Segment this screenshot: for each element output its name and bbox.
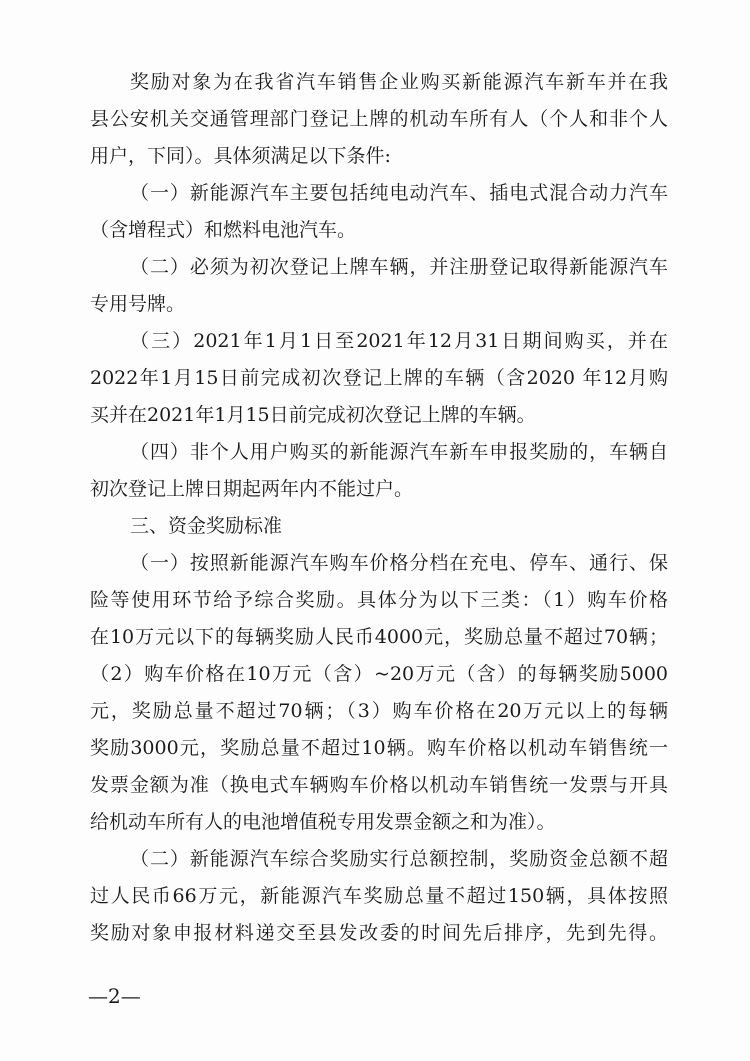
- paragraph-line: 奖励对象为在我省汽车销售企业购买新能源汽车新车并在我: [130, 71, 668, 93]
- paragraph-line: （三）2021年1月1日至2021年12月31日期间购买，并在: [130, 330, 668, 352]
- paragraph-line: 元，奖励总量不超过70辆；（3）购车价格在20万元以上的每辆: [90, 700, 668, 722]
- paragraph-line: 买并在2021年1月15日前完成初次登记上牌的车辆。: [90, 404, 536, 426]
- paragraph-line: （2）购车价格在10万元（含）~20万元（含）的每辆奖励5000: [90, 663, 668, 685]
- paragraph-line: （二）新能源汽车综合奖励实行总额控制，奖励资金总额不超: [130, 848, 668, 870]
- paragraph-line: （二）必须为初次登记上牌车辆，并注册登记取得新能源汽车: [130, 256, 668, 278]
- paragraph-line: 2022年1月15日前完成初次登记上牌的车辆（含2020 年12月购: [90, 367, 668, 389]
- page-number: —2—: [88, 984, 141, 1008]
- document-body: [90, 64, 668, 952]
- paragraph-line: 县公安机关交通管理部门登记上牌的机动车所有人（个人和非个人: [90, 108, 668, 130]
- paragraph-line: 专用号牌。: [90, 293, 186, 315]
- paragraph-line: （四）非个人用户购买的新能源汽车新车申报奖励的，车辆自: [130, 441, 668, 463]
- paragraph-line: 奖励对象申报材料递交至县发改委的时间先后排序，先到先得。: [90, 922, 668, 944]
- paragraph-line: 初次登记上牌日期起两年内不能过户。: [90, 478, 414, 500]
- paragraph-line: 给机动车所有人的电池增值税专用发票金额之和为准）。: [90, 811, 556, 833]
- paragraph-line: 在10万元以下的每辆奖励人民币4000元，奖励总量不超过70辆；: [90, 626, 668, 648]
- paragraph-line: （含增程式）和燃料电池汽车。: [90, 219, 357, 241]
- paragraph-line: 过人民币66万元，新能源汽车奖励总量不超过150辆，具体按照: [90, 885, 668, 907]
- paragraph-line: 险等使用环节给予综合奖励。具体分为以下三类：（1）购车价格: [90, 589, 668, 611]
- paragraph-line: （一）新能源汽车主要包括纯电动汽车、插电式混合动力汽车: [130, 182, 668, 204]
- section-heading: 三、资金奖励标准: [130, 515, 283, 537]
- paragraph-line: （一）按照新能源汽车购车价格分档在充电、停车、通行、保: [130, 552, 668, 574]
- paragraph-line: 发票金额为准（换电式车辆购车价格以机动车销售统一发票与开具: [90, 774, 668, 796]
- paragraph-line: 用户，下同）。具体须满足以下条件:: [90, 145, 391, 167]
- paragraph-line: 奖励3000元，奖励总量不超过10辆。购车价格以机动车销售统一: [90, 737, 668, 759]
